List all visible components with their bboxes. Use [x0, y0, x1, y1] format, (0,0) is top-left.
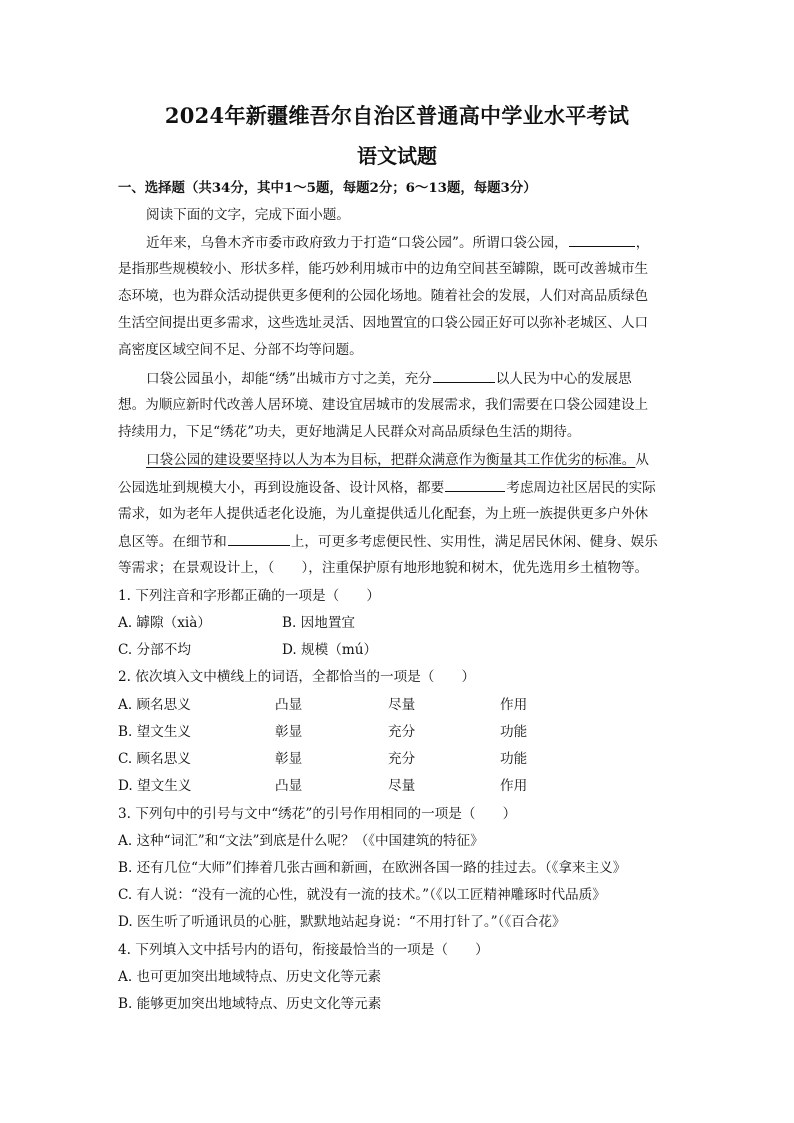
instruction: 阅读下面的文字，完成下面小题。: [146, 207, 350, 223]
passage-line: 近年来，乌鲁木齐市委市政府致力于打造“口袋公园”。所谓口袋公园， ，: [146, 235, 650, 251]
question-4-stem: 4. 下列填入文中括号内的语句，衔接最恰当的一项是（ ）: [118, 942, 489, 958]
section-header: 一、选择题（共34分，其中1～5题，每题2分；6～13题，每题3分）: [118, 180, 537, 196]
passage-line: 口袋公园的建设要坚持以人为本为目标，把群众满意作为衡量其工作优劣的标准。从: [146, 452, 649, 468]
option-a[interactable]: A. 罅隙（xià）: [118, 615, 211, 631]
fill-blank-2: [433, 369, 495, 383]
passage-line: 等需求；在景观设计上，（ ），注重保护原有地形地貌和树木，优先选用乡土植物等。: [118, 560, 649, 576]
passage-line: 是指那些规模较小、形状多样，能巧妙利用城市中的边角空间甚至罅隙，既可改善城市生: [118, 261, 649, 277]
option-b[interactable]: B. 能够更加突出地域特点、历史文化等元素: [118, 996, 382, 1012]
exam-title: 2024年新疆维吾尔自治区普通高中学业水平考试: [164, 103, 630, 128]
option-a[interactable]: A. 这种“词汇”和“文法”到底是什么呢？（《中国建筑的特征》: [118, 833, 484, 849]
fill-blank-1: [569, 233, 635, 247]
passage-line: 需求，如为老年人提供适老化设施，为儿童提供适儿化配套，为上班一族提供更多户外休: [118, 506, 649, 522]
option-c[interactable]: C. 有人说：“没有一流的心性，就没有一流的技术。”（《以工匠精神雕琢时代品质》: [118, 887, 606, 903]
passage-line: 持续用力，下足“绣花”功夫，更好地满足人民群众对高品质绿色生活的期待。: [118, 424, 581, 440]
option-a[interactable]: A. 也可更加突出地域特点、历史文化等元素: [118, 969, 382, 985]
passage-line: 生活空间提出更多需求，这些选址灵活、因地置宜的口袋公园正好可以弥补老城区、人口: [118, 315, 649, 331]
fill-blank-3: [445, 478, 505, 492]
passage-line: 高密度区域空间不足、分部不均等问题。: [118, 342, 363, 358]
passage-line: 口袋公园虽小，却能“绣”出城市方寸之美，充分 以人民为中心的发展思: [146, 371, 632, 387]
question-2-stem: 2. 依次填入文中横线上的词语，全都恰当的一项是（ ）: [118, 669, 476, 685]
passage-line: 想。为顺应新时代改善人居环境、建设宜居城市的发展需求，我们需要在口袋公园建设上: [118, 397, 649, 413]
exam-page: 2024年新疆维吾尔自治区普通高中学业水平考试 语文试题 一、选择题（共34分，其中1～5题，每题2分；6～13题，每题3分） 阅读下面的文字，完成下面小题。 近年来，乌鲁木齐市委市政府致力于打造“口袋公园”。所谓口袋公园， ， 是指那些规模较小、形状多样，能巧妙利用城市中的边角空间甚至罅隙，既可改善城市生 态环境，也为群众活动提供更多便利的公园化场地。随着社会的发展，人们对高品质绿色 生活空间提出更多需求，这些选址灵活、因地置宜的口袋公园正好可以弥补老城区、人口 高密度区域空间不足、分部不均等问题。 口袋公园虽小，却能“绣”出城市方寸之美，充分 以人民为中心的发展思 想。为顺应新时代改善人居环境、建设宜居城市的发展需求，我们需要在口袋公园建设上 持续用力，下足“绣花”功夫，更好地满足人民群众对高品质绿色生活的期待。 口袋公园的建设要坚持以人为本为目标，把群众满意作为衡量其工作优劣的标准。从 公园选址到规模大小，再到设施设备、设计风格，都要 考虑周边社区居民的实际 需求，如为老年人提供适老化设施，为儿童提供适儿化配套，为上班一族提供更多户外休 息区等。在细节和 上，可更多考虑便民性、实用性，满足居民休闲、健身、娱乐 等需求；在景观设计上，（ ），注重保护原有地形地貌和树木，优先选用乡土植物等。 1. 下列注音和字形都正确的一项是（ ） A. 罅隙（xià） B. 因地置宜 C. 分部不均 D. 规模（mú） 2. 依次填入文中横线上的词语，全都恰当的一项是（ ） A. 顾名思义 凸显 尽量 作用 B. 望文生义 彰显 充分 功能 C. 顾名思义 彰显 充分 功能 D. 望文生义 凸显 尽量 作用 3. 下列句中的引号与文中“绣花”的引号作用相同的一项是（ ） A. 这种“词汇”和“文法”到底是什么呢？（《中国建筑的特征》 B. 还有几位“大师”们捧着几张古画和新画，在欧洲各国一路的挂过去。（《拿来主义》 C. 有人说：“没有一流的心性，就没有一流的技术。”（《以工匠精神雕琢时代品质》 D. 医生听了听通讯员的心脏，默默地站起身说：“不用打针了。”（《百合花》 4. 下列填入文中括号内的语句，衔接最恰当的一项是（ ） A. 也可更加突出地域特点、历史文化等元素 B. 能够更加突出地域特点、历史文化等元素: [0, 0, 794, 1123]
option-d[interactable]: D. 规模（mú）: [282, 642, 378, 658]
passage-line: 息区等。在细节和 上，可更多考虑便民性、实用性，满足居民休闲、健身、娱乐: [118, 534, 658, 550]
fill-blank-4: [228, 532, 290, 546]
exam-subtitle: 语文试题: [357, 144, 437, 168]
option-b[interactable]: B. 还有几位“大师”们捧着几张古画和新画，在欧洲各国一路的挂过去。（《拿来主义》: [118, 860, 627, 876]
question-1-stem: 1. 下列注音和字形都正确的一项是（ ）: [118, 588, 380, 604]
option-c[interactable]: C. 分部不均: [118, 642, 191, 658]
underlined-sentence: 口袋公园的建设要坚持以人为本为目标，把群众满意作为衡量其工作优劣的标准。: [146, 452, 636, 468]
question-3-stem: 3. 下列句中的引号与文中“绣花”的引号作用相同的一项是（ ）: [118, 806, 517, 822]
passage-line: 态环境，也为群众活动提供更多便利的公园化场地。随着社会的发展，人们对高品质绿色: [118, 288, 649, 304]
passage-line: 公园选址到规模大小，再到设施设备、设计风格，都要 考虑周边社区居民的实际: [118, 480, 656, 496]
option-b[interactable]: B. 因地置宜: [282, 615, 356, 631]
option-d[interactable]: D. 医生听了听通讯员的心脏，默默地站起身说：“不用打针了。”（《百合花》: [118, 914, 566, 930]
